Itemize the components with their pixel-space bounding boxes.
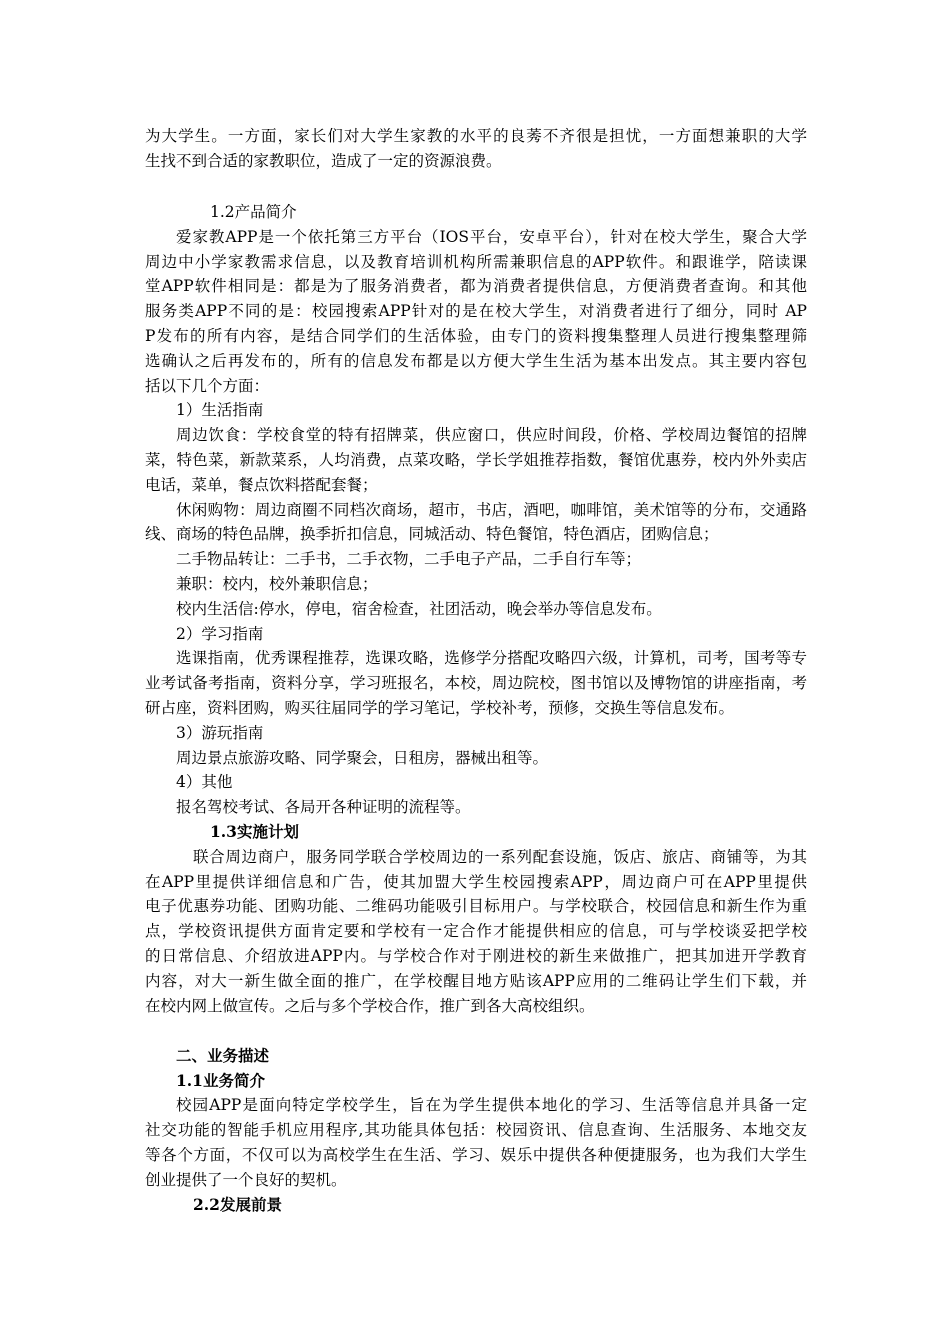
paragraph-line: 校园APP是面向特定学校学生，旨在为学生提供本地化的学习、生活等信息并具备一定 [176, 1096, 807, 1114]
paragraph-line: 服务类APP不同的是：校园搜索APP针对的是在校大学生，对消费者进行了细分，同时 AP [145, 302, 807, 320]
paragraph-line: P发布的所有内容，是结合同学们的生活体验，由专门的资料搜集整理人员进行搜集整理筛 [145, 327, 807, 345]
paragraph-line: 爱家教APP是一个依托第三方平台（IOS平台，安卓平台），针对在校大学生，聚合大学 [176, 228, 807, 246]
list-heading: 1）生活指南 [176, 401, 264, 419]
section-heading: 1.2产品简介 [210, 203, 297, 221]
paragraph-line: 在校内网上做宣传。之后与多个学校合作，推广到各大高校组织。 [145, 997, 595, 1015]
paragraph-line: 选课指南，优秀课程推荐，选课攻略，选修学分搭配攻略四六级，计算机，司考，国考等专 [176, 649, 807, 667]
paragraph-line: 选确认之后再发布的，所有的信息发布都是以方便大学生生活为基本出发点。其主要内容包 [145, 352, 807, 370]
paragraph-line: 的日常信息、介绍放进APP内。与学校合作对于刚进校的新生来做推广，把其加进开学教育 [145, 947, 807, 965]
paragraph-line: 为大学生。一方面，家长们对大学生家教的水平的良莠不齐很是担忧，一方面想兼职的大学 [145, 127, 807, 145]
paragraph-line: 内容，对大一新生做全面的推广，在学校醒目地方贴该APP应用的二维码让学生们下载，并 [145, 972, 807, 990]
subsection-heading: 1.1业务简介 [176, 1071, 265, 1090]
paragraph-line: 生找不到合适的家教职位，造成了一定的资源浪费。 [145, 152, 502, 170]
paragraph-line: 括以下几个方面： [145, 377, 270, 395]
list-heading: 4）其他 [176, 773, 233, 791]
paragraph-line: 社交功能的智能手机应用程序,其功能具体包括：校园资讯、信息查询、生活服务、本地交友 [145, 1121, 807, 1139]
paragraph-line: 周边中小学家教需求信息，以及教育培训机构所需兼职信息的APP软件。和跟谁学，陪读课 [145, 253, 807, 271]
paragraph-line: 校内生活信:停水，停电，宿舍检查，社团活动，晚会举办等信息发布。 [176, 600, 662, 618]
paragraph-line: 线、商场的特色品牌，换季折扣信息，同城活动、特色餐馆，特色酒店，团购信息； [145, 525, 719, 543]
paragraph-line: 周边饮食：学校食堂的特有招牌菜，供应窗口，供应时间段，价格、学校周边餐馆的招牌 [176, 426, 807, 444]
list-heading: 2）学习指南 [176, 625, 264, 643]
paragraph-line: 电子优惠券功能、团购功能、二维码功能吸引目标用户。与学校联合，校园信息和新生作为重 [145, 897, 807, 915]
section-heading: 1.3实施计划 [210, 822, 299, 841]
paragraph-line: 菜，特色菜，新款菜系，人均消费，点菜攻略，学长学姐推荐指数，餐馆优惠券，校内外外卖店 [145, 451, 807, 469]
paragraph-line: 在APP里提供详细信息和广告，使其加盟大学生校园搜索APP，周边商户可在APP里提供 [145, 873, 807, 891]
paragraph-line: 等各个方面，不仅可以为高校学生在生活、学习、娱乐中提供各种便捷服务，也为我们大学生 [145, 1146, 807, 1164]
section-heading: 二、业务描述 [176, 1046, 270, 1065]
paragraph-line: 堂APP软件相同是：都是为了服务消费者，都为消费者提供信息，方便消费者查询。和其他 [145, 277, 807, 295]
paragraph-line: 研占座，资料团购，购买往届同学的学习笔记，学校补考，预修，交换生等信息发布。 [145, 699, 735, 717]
paragraph-line: 联合周边商户，服务同学联合学校周边的一系列配套设施，饭店、旅店、商铺等，为其 [193, 848, 807, 866]
paragraph-line: 报名驾校考试、各局开各种证明的流程等。 [176, 798, 471, 816]
list-heading: 3）游玩指南 [176, 724, 264, 742]
paragraph-line: 电话，菜单，餐点饮料搭配套餐； [145, 476, 378, 494]
paragraph-line: 点，学校资讯提供方面肯定要和学校有一定合作才能提供相应的信息，可与学校谈妥把学校 [145, 922, 807, 940]
paragraph-line: 创业提供了一个良好的契机。 [145, 1171, 347, 1189]
subsection-heading: 2.2发展前景 [193, 1195, 282, 1214]
paragraph-line: 业考试备考指南，资料分享，学习班报名，本校，周边院校，图书馆以及博物馆的讲座指南，考 [145, 674, 807, 692]
paragraph-line: 周边景点旅游攻略、同学聚会，日租房，器械出租等。 [176, 749, 549, 767]
paragraph-line: 休闲购物：周边商圈不同档次商场，超市，书店，酒吧，咖啡馆，美术馆等的分布，交通路 [176, 501, 807, 519]
paragraph-line: 二手物品转让：二手书，二手衣物，二手电子产品，二手自行车等； [176, 550, 642, 568]
paragraph-line: 兼职：校内，校外兼职信息； [176, 575, 378, 593]
